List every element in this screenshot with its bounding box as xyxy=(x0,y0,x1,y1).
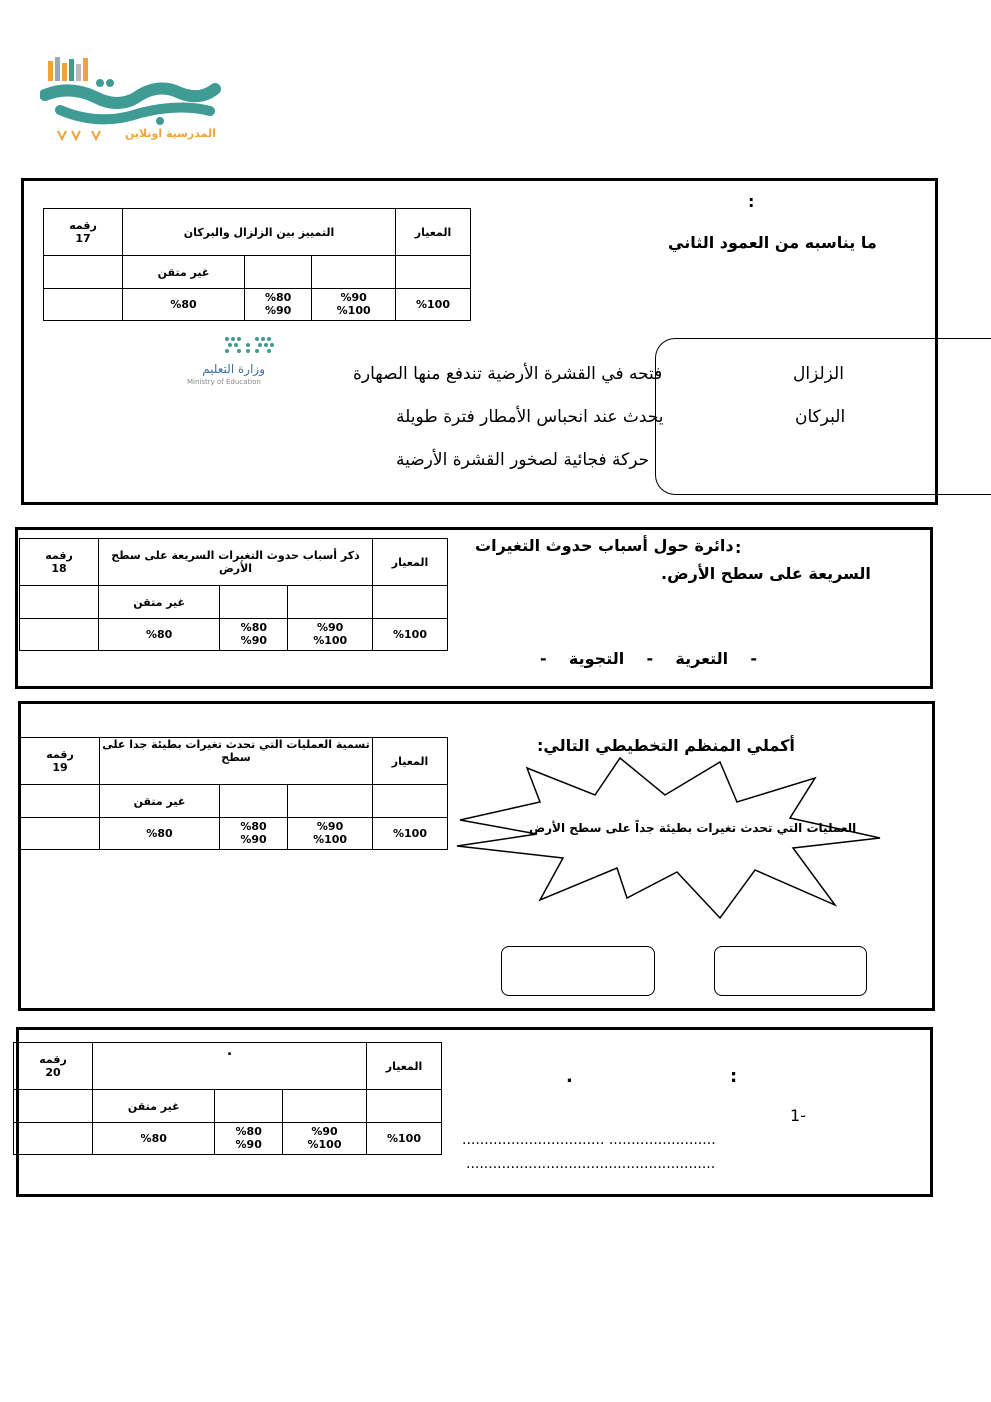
rubric-table-19 xyxy=(20,737,448,850)
ministry-emblem-icon xyxy=(185,333,305,363)
rubric-cell: %90 %100 xyxy=(288,817,373,849)
brand-tagline: المدرسية اونلاين xyxy=(125,127,216,140)
match-left-item: الزلزال xyxy=(793,364,844,384)
rubric-header-cell: المعيار xyxy=(367,1043,442,1090)
match-left-item: البركان xyxy=(795,407,846,427)
rubric-not-mastered: غير متقن xyxy=(93,1090,215,1122)
q1-colon: : xyxy=(748,192,755,211)
q2-title-line2: السريعة على سطح الأرض. xyxy=(661,564,871,583)
ministry-name-ar: وزارة التعليم xyxy=(202,362,265,376)
rubric-cell: %80 xyxy=(100,817,220,849)
rubric-table-17 xyxy=(43,208,471,321)
ministry-name-en: Ministry of Education xyxy=(187,378,261,386)
answer-box-right[interactable] xyxy=(714,946,867,996)
match-right-item: فتحه في القشرة الأرضية تندفع منها الصهارة xyxy=(353,364,663,384)
match-right-item: يحدث عند انحباس الأمطار فترة طويلة xyxy=(396,407,664,427)
starburst-text: العمليات التي تحدث تغيرات بطيئة جداً على سطح الأرض xyxy=(529,821,857,835)
rubric-number-cell: رقمه 19 xyxy=(21,738,100,785)
rubric-cell: %100 xyxy=(373,817,448,849)
q4-dot: . xyxy=(566,1066,573,1087)
q4-answer-dots-2[interactable]: ........................................................ xyxy=(466,1156,716,1172)
match-right-item: حركة فجائية لصخور القشرة الأرضية xyxy=(396,450,650,470)
rubric-cell: %80 xyxy=(99,618,220,650)
rubric-number-cell: رقمه 18 xyxy=(20,539,99,586)
rubric-header-cell: المعيار xyxy=(373,539,448,586)
q2-title-line1: دائرة حول أسباب حدوث التغيرات xyxy=(475,536,734,555)
rubric-cell: %90 %100 xyxy=(288,618,373,650)
rubric-header-cell: المعيار xyxy=(396,209,471,256)
q4-colon: : xyxy=(730,1066,738,1087)
rubric-not-mastered: غير متقن xyxy=(123,256,245,288)
rubric-not-mastered: غير متقن xyxy=(100,785,220,817)
rubric-cell: %90 %100 xyxy=(282,1122,366,1154)
rubric-cell: %90 %100 xyxy=(312,288,396,320)
q1-title: ما يناسبه من العمود الثاني xyxy=(668,233,877,252)
rubric-cell: %80 xyxy=(93,1122,215,1154)
rubric-cell: %100 xyxy=(396,288,471,320)
rubric-cell: %100 xyxy=(367,1122,442,1154)
rubric-title-cell: تسمية العمليات التي تحدث تغيرات بطيئة جدا على سطح xyxy=(100,738,373,785)
rubric-title-cell: . xyxy=(93,1043,367,1090)
rubric-cell: %100 xyxy=(373,618,448,650)
answer-box-left[interactable] xyxy=(501,946,655,996)
rubric-cell: %80 %90 xyxy=(219,817,287,849)
rubric-cell: %80 xyxy=(123,288,245,320)
rubric-cell: %80 %90 xyxy=(220,618,288,650)
starburst-organizer-shape xyxy=(455,750,890,930)
rubric-number-cell: رقمه 20 xyxy=(14,1043,93,1090)
q4-answer-dots-1[interactable]: ................................ ........................ xyxy=(462,1132,716,1148)
rubric-cell: %80 %90 xyxy=(245,288,312,320)
rubric-not-mastered: غير متقن xyxy=(99,586,220,618)
rubric-title-cell: التمييز بين الزلزال والبركان xyxy=(123,209,396,256)
rubric-table-18 xyxy=(19,538,448,651)
ministry-logo xyxy=(185,333,305,391)
rubric-title-cell: ذكر أسباب حدوث التغيرات السريعة على سطح الأرض xyxy=(99,539,373,586)
rubric-number-cell: رقمه 17 xyxy=(44,209,123,256)
q2-colon: : xyxy=(735,538,742,557)
q4-item-number: -1 xyxy=(790,1106,806,1125)
q3-title: أكملي المنظم التخطيطي التالي: xyxy=(537,736,795,755)
rubric-table-20 xyxy=(13,1042,442,1155)
q2-options: - التعرية - التجوية - xyxy=(540,649,758,668)
rubric-header-cell: المعيار xyxy=(373,738,448,785)
rubric-cell: %80 %90 xyxy=(215,1122,283,1154)
brand-logo xyxy=(40,55,230,150)
